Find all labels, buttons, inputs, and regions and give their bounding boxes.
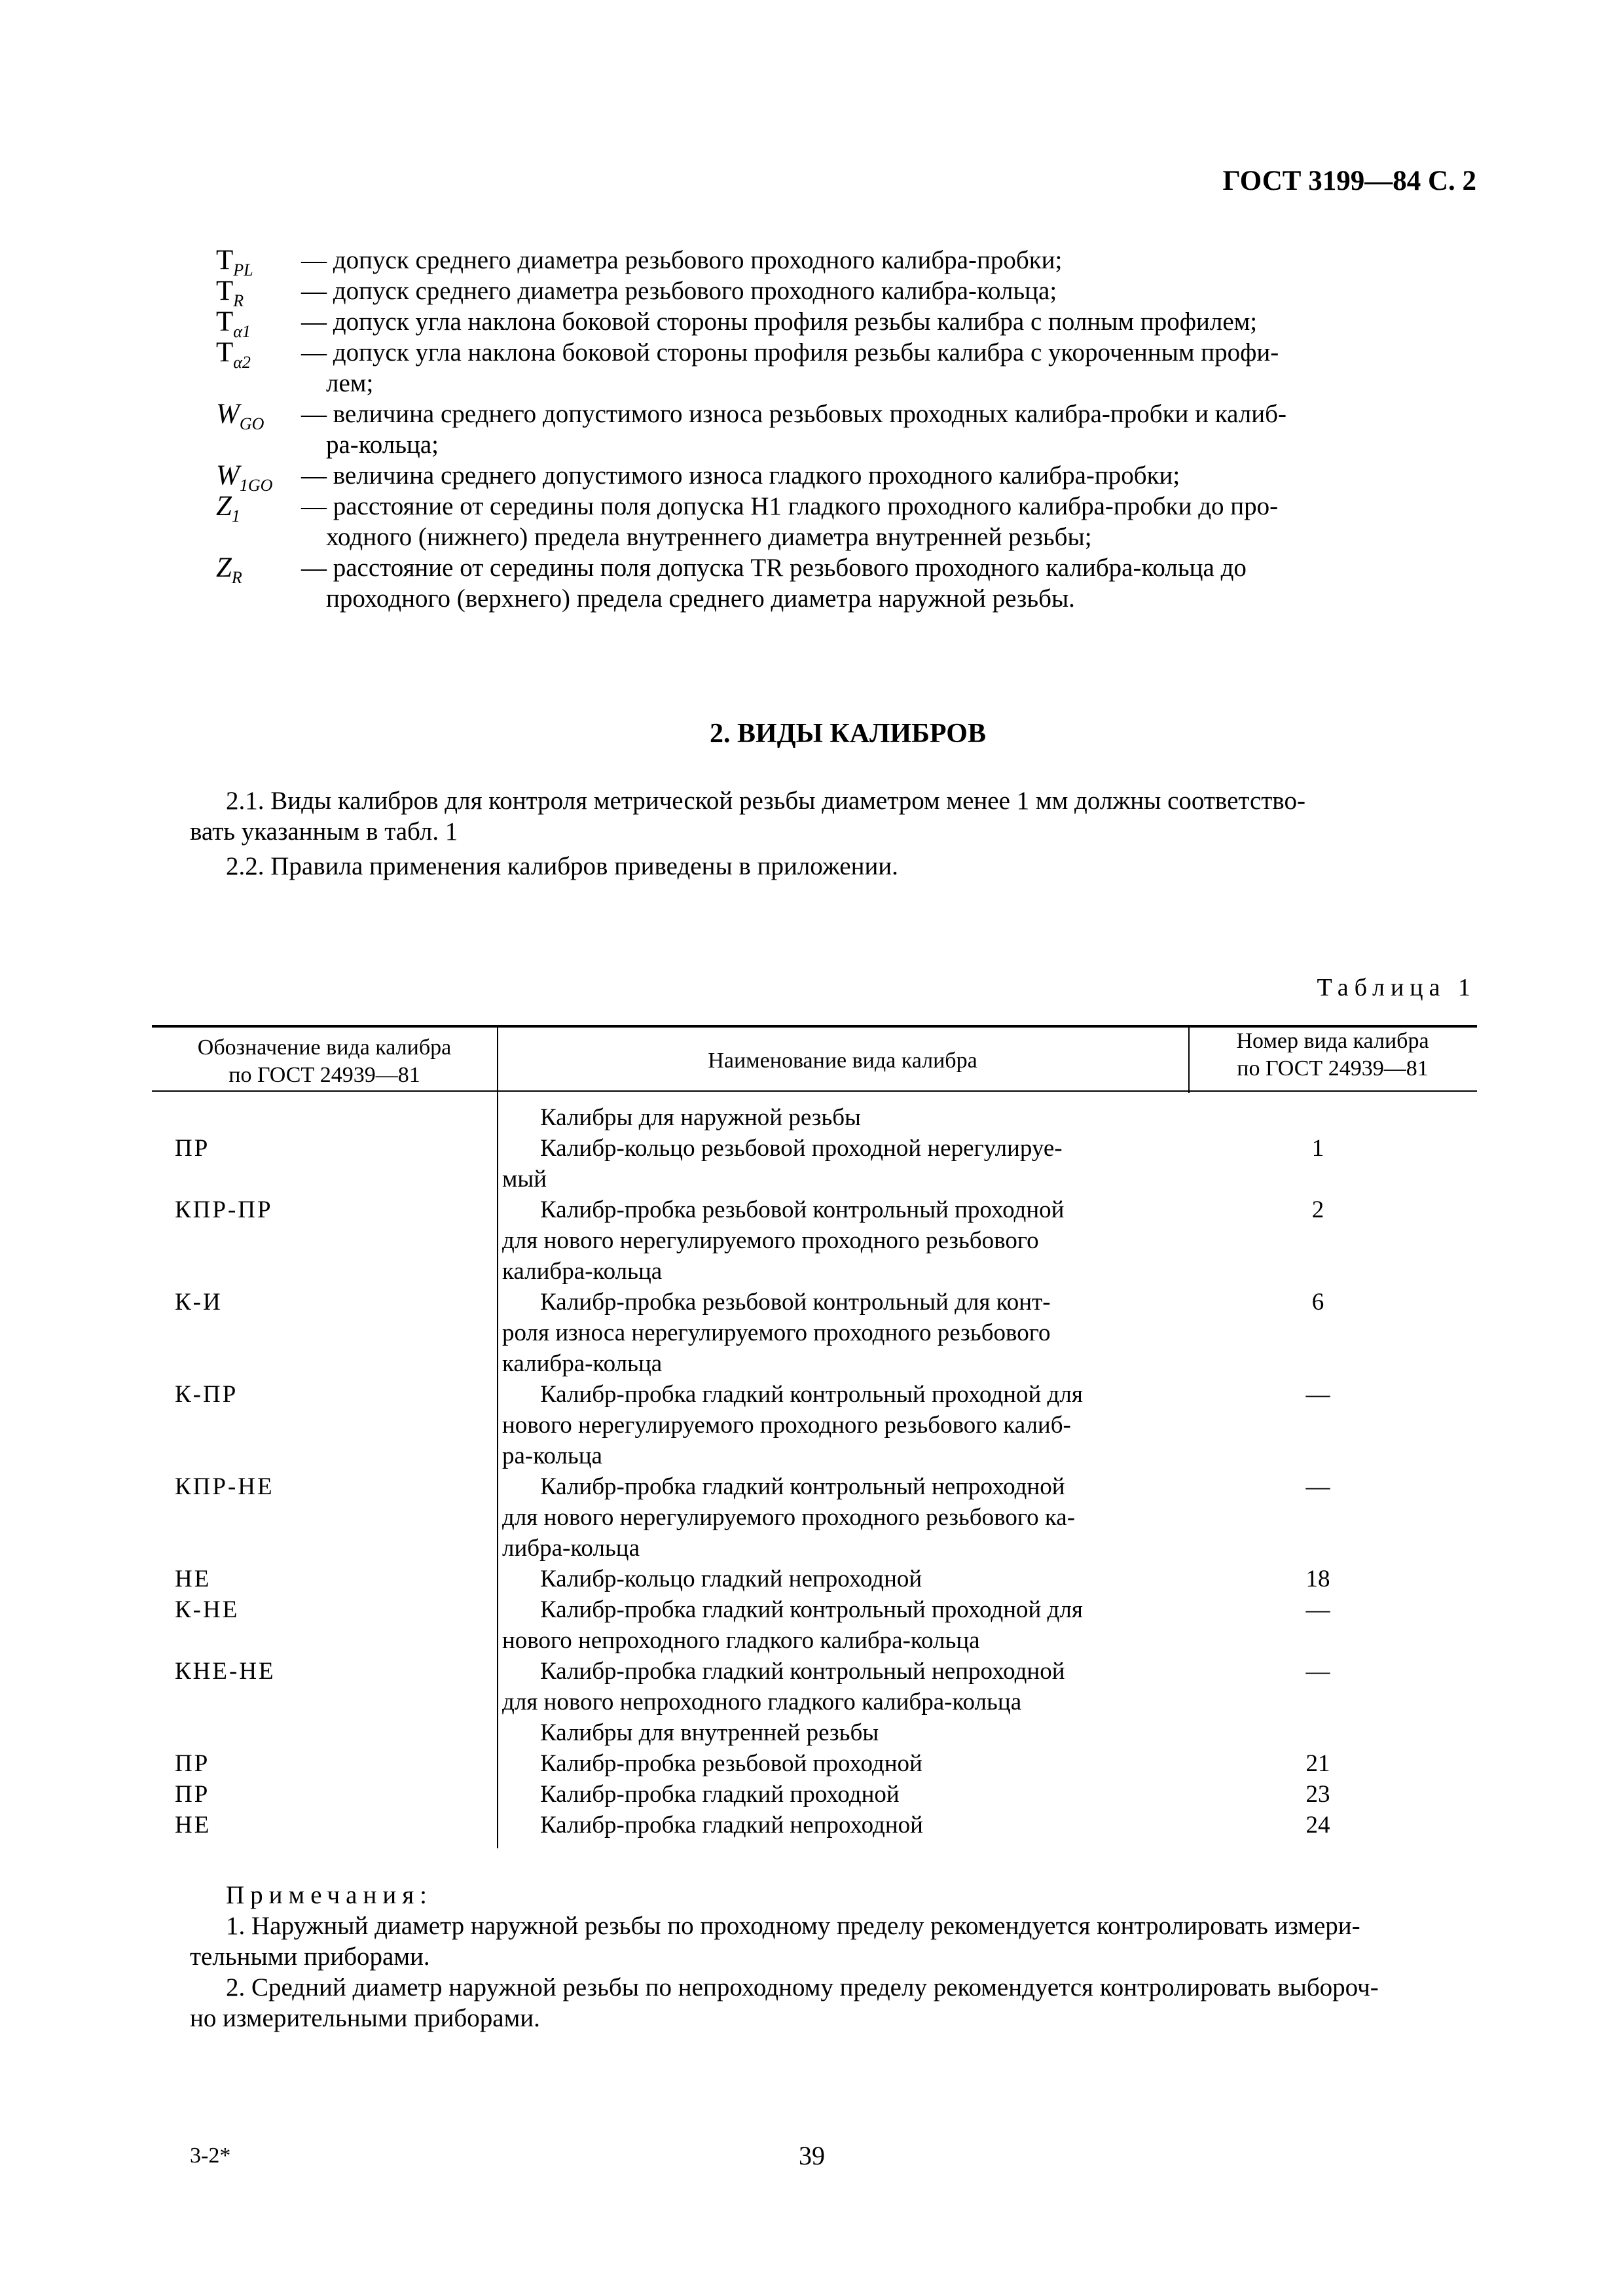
- row-name: [502, 1779, 1159, 1810]
- definition-text: [301, 491, 1480, 552]
- row-code: К-И: [175, 1289, 223, 1316]
- row-name: [502, 1594, 1159, 1656]
- definition-symbol: [216, 276, 301, 310]
- row-code: К-НЕ: [175, 1596, 240, 1623]
- row-name-line: Калибр-пробка гладкий контрольный непроходной: [540, 1473, 1065, 1500]
- page-number: 39: [799, 2141, 825, 2170]
- row-number: —: [1305, 1596, 1330, 1623]
- table-row: [152, 1564, 1477, 1594]
- row-name-line: ра-кольца: [502, 1443, 602, 1469]
- row-code: ПР: [175, 1135, 210, 1162]
- definition-text: [301, 245, 1480, 276]
- row-spacer: [152, 1287, 175, 1379]
- paragraph-2-1: [190, 785, 1476, 847]
- definition-symbol: [216, 399, 301, 433]
- header-line: по ГОСТ 24939—81: [228, 1063, 420, 1087]
- definition-line: проходного (верхнего) предела среднего диаметра наружной резьбы.: [326, 584, 1075, 613]
- row-code: НЕ: [175, 1566, 211, 1592]
- row-name-line: Калибр-пробка резьбовой контрольный проходной: [540, 1196, 1065, 1223]
- row-number: 1: [1311, 1135, 1324, 1162]
- table-row: [152, 1379, 1477, 1471]
- note-line: 2. Средний диаметр наружной резьбы по непроходному пределу рекомендуется контролировать выбороч-: [226, 1973, 1379, 2001]
- definition-row: [216, 337, 1480, 399]
- row-name-line: мый: [502, 1166, 547, 1193]
- note-line: тельными приборами.: [190, 1943, 430, 1971]
- row-code: КПР-НЕ: [175, 1473, 274, 1500]
- row-name-line: калибра-кольца: [502, 1258, 663, 1285]
- row-name: [502, 1564, 1159, 1594]
- definition-text: [301, 276, 1480, 306]
- row-code: [175, 1102, 502, 1133]
- row-code: ПР: [175, 1750, 210, 1777]
- symbol-base: T: [216, 276, 234, 306]
- row-code: [175, 1717, 502, 1748]
- row-name: [502, 1748, 1159, 1779]
- header-code: [152, 1034, 497, 1089]
- row-number: 24: [1305, 1812, 1330, 1839]
- row-spacer: [152, 1779, 175, 1810]
- definition-line: ходного (нижнего) предела внутреннего диаметра внутренней резьбы;: [326, 523, 1092, 551]
- definition-row: [216, 276, 1480, 310]
- definition-line: — величина среднего допустимого износа резьбовых проходных калибра-пробки и калиб-: [301, 400, 1286, 428]
- row-name: [502, 1133, 1159, 1194]
- definition-row: [216, 399, 1480, 460]
- row-number: —: [1305, 1658, 1330, 1685]
- symbol-base: W: [216, 399, 240, 429]
- table-row: [152, 1748, 1477, 1779]
- definition-line: — расстояние от середины поля допуска TR резьбового проходного калибра-кольца до: [301, 554, 1247, 582]
- row-name-line: Калибр-пробка гладкий непроходной: [540, 1812, 923, 1839]
- definition-row: [216, 460, 1480, 495]
- row-name-line: для нового непроходного гладкого калибра-кольца: [502, 1689, 1022, 1715]
- table-row: [152, 1287, 1477, 1379]
- row-spacer: [152, 1748, 175, 1779]
- table-row: [152, 1779, 1477, 1810]
- row-spacer: [152, 1379, 175, 1471]
- row-name-line: Калибры для наружной резьбы: [540, 1104, 861, 1131]
- definition-text: [301, 337, 1480, 399]
- definition-line: — допуск угла наклона боковой стороны профиля резьбы калибра с полным профилем;: [301, 308, 1258, 336]
- definition-line: — допуск среднего диаметра резьбового проходного калибра-кольца;: [301, 277, 1057, 305]
- table-header-rule: [152, 1090, 1477, 1092]
- header-line: Обозначение вида калибра: [197, 1035, 452, 1060]
- row-name-line: для нового нерегулируемого проходного резьбового ка-: [502, 1504, 1076, 1531]
- symbol-base: T: [216, 306, 234, 337]
- row-name-line: либра-кольца: [502, 1535, 640, 1562]
- row-spacer: [152, 1133, 175, 1194]
- table-row: [152, 1471, 1477, 1564]
- paragraph-line: 2.2. Правила применения калибров приведены в приложении.: [226, 852, 898, 880]
- symbol-base: T: [216, 337, 234, 368]
- row-spacer: [152, 1810, 175, 1840]
- row-code: ПР: [175, 1781, 210, 1808]
- row-name: [502, 1810, 1159, 1840]
- header-line: Номер вида калибра: [1236, 1029, 1429, 1053]
- symbol-definitions: [216, 245, 1480, 614]
- row-name-line: роля износа нерегулируемого проходного резьбового: [502, 1319, 1051, 1346]
- row-name-line: нового непроходного гладкого калибра-кольца: [502, 1627, 980, 1654]
- definition-line: — величина среднего допустимого износа гладкого проходного калибра-пробки;: [301, 461, 1180, 490]
- definition-text: [301, 552, 1480, 614]
- table-row: [152, 1594, 1477, 1656]
- header-name: [497, 1047, 1188, 1075]
- row-name: [502, 1656, 1159, 1717]
- row-name-line: Калибр-пробка гладкий контрольный проходной для: [540, 1381, 1083, 1408]
- row-number: 21: [1305, 1750, 1330, 1777]
- row-name-line: Калибр-пробка гладкий проходной: [540, 1781, 900, 1808]
- symbol-base: Z: [216, 552, 232, 583]
- symbol-subscript: PL: [233, 260, 253, 279]
- definition-row: [216, 306, 1480, 341]
- definition-row: [216, 491, 1480, 552]
- symbol-subscript: R: [233, 291, 244, 310]
- row-number: 2: [1311, 1196, 1324, 1223]
- row-number: [1159, 1102, 1477, 1133]
- symbol-subscript: R: [231, 568, 242, 587]
- definition-symbol: [216, 245, 301, 279]
- symbol-subscript: α1: [233, 322, 251, 341]
- row-name-line: Калибр-пробка гладкий контрольный непроходной: [540, 1658, 1065, 1685]
- row-name: [502, 1287, 1159, 1379]
- row-spacer: [152, 1564, 175, 1594]
- definition-symbol: [216, 460, 301, 495]
- row-spacer: [152, 1471, 175, 1564]
- table-row: [152, 1133, 1477, 1194]
- row-name-line: для нового нерегулируемого проходного резьбового: [502, 1227, 1039, 1254]
- notes-heading: Примечания:: [226, 1881, 433, 1909]
- paragraph-line: 2.1. Виды калибров для контроля метрической резьбы диаметром менее 1 мм должны соответство-: [226, 787, 1305, 815]
- row-name: [502, 1717, 1159, 1748]
- row-code: К-ПР: [175, 1381, 238, 1408]
- section-title: 2. ВИДЫ КАЛИБРОВ: [710, 719, 986, 749]
- row-name-line: Калибр-пробка резьбовой проходной: [540, 1750, 922, 1777]
- row-number: 18: [1305, 1566, 1330, 1592]
- row-spacer: [152, 1194, 175, 1287]
- row-number: —: [1305, 1473, 1330, 1500]
- table-row: [152, 1717, 1477, 1748]
- row-spacer: [152, 1717, 175, 1748]
- table-row: [152, 1656, 1477, 1717]
- definition-symbol: [216, 491, 301, 526]
- row-number: —: [1305, 1381, 1330, 1408]
- table-caption: Таблица 1: [1317, 974, 1476, 1001]
- definition-text: [301, 306, 1480, 337]
- row-code: КНЕ-НЕ: [175, 1658, 276, 1685]
- row-name-line: нового нерегулируемого проходного резьбового калиб-: [502, 1412, 1071, 1439]
- footer-signature: 3-2*: [190, 2144, 231, 2168]
- page-header: ГОСТ 3199—84 С. 2: [1222, 166, 1476, 196]
- symbol-base: Z: [216, 491, 232, 522]
- definition-line: лем;: [326, 369, 374, 397]
- row-name: [502, 1102, 1159, 1133]
- row-name: [502, 1194, 1159, 1287]
- definition-row: [216, 552, 1480, 614]
- definition-text: [301, 460, 1480, 491]
- symbol-subscript: α2: [233, 353, 251, 372]
- definition-row: [216, 245, 1480, 279]
- row-code: КПР-ПР: [175, 1196, 273, 1223]
- definition-symbol: [216, 552, 301, 587]
- definition-symbol: [216, 306, 301, 341]
- table-row: [152, 1810, 1477, 1840]
- note-line: но измерительными приборами.: [190, 2004, 540, 2032]
- row-name-line: Калибр-пробка резьбовой контрольный для конт-: [540, 1289, 1051, 1316]
- definition-text: [301, 399, 1480, 460]
- definition-line: — допуск угла наклона боковой стороны профиля резьбы калибра с укороченным профи-: [301, 338, 1279, 367]
- definition-line: — расстояние от середины поля допуска H1 гладкого проходного калибра-пробки до про-: [301, 492, 1279, 520]
- symbol-base: W: [216, 460, 240, 491]
- header-line: по ГОСТ 24939—81: [1237, 1056, 1429, 1081]
- symbol-base: T: [216, 245, 234, 276]
- header-line: Наименование вида калибра: [708, 1049, 977, 1073]
- symbol-subscript: 1: [231, 507, 240, 526]
- header-number: [1188, 1028, 1477, 1083]
- row-name-line: Калибр-кольцо резьбовой проходной нерегулируе-: [540, 1135, 1063, 1162]
- row-name-line: Калибр-кольцо гладкий непроходной: [540, 1566, 922, 1592]
- symbol-subscript: 1GO: [239, 476, 273, 495]
- row-code: НЕ: [175, 1812, 211, 1839]
- definition-symbol: [216, 337, 301, 372]
- row-spacer: [152, 1594, 175, 1656]
- table-row: [152, 1102, 1477, 1133]
- paragraph-2-2: [190, 851, 1476, 882]
- note-line: 1. Наружный диаметр наружной резьбы по проходному пределу рекомендуется контролировать измери-: [226, 1912, 1360, 1940]
- row-name: [502, 1379, 1159, 1471]
- row-name-line: Калибры для внутренней резьбы: [540, 1719, 879, 1746]
- paragraph-line: вать указанным в табл. 1: [190, 817, 458, 846]
- row-number: 6: [1311, 1289, 1324, 1316]
- symbol-subscript: GO: [239, 414, 264, 433]
- notes: [190, 1880, 1476, 2034]
- row-spacer: [152, 1102, 175, 1133]
- row-name: [502, 1471, 1159, 1564]
- row-number: 23: [1305, 1781, 1330, 1808]
- definition-line: — допуск среднего диаметра резьбового проходного калибра-пробки;: [301, 246, 1063, 274]
- row-spacer: [152, 1656, 175, 1717]
- row-name-line: Калибр-пробка гладкий контрольный проходной для: [540, 1596, 1083, 1623]
- table-body: [152, 1102, 1477, 1840]
- table-row: [152, 1194, 1477, 1287]
- row-number: [1159, 1717, 1477, 1748]
- row-name-line: калибра-кольца: [502, 1350, 663, 1377]
- definition-line: ра-кольца;: [326, 431, 439, 459]
